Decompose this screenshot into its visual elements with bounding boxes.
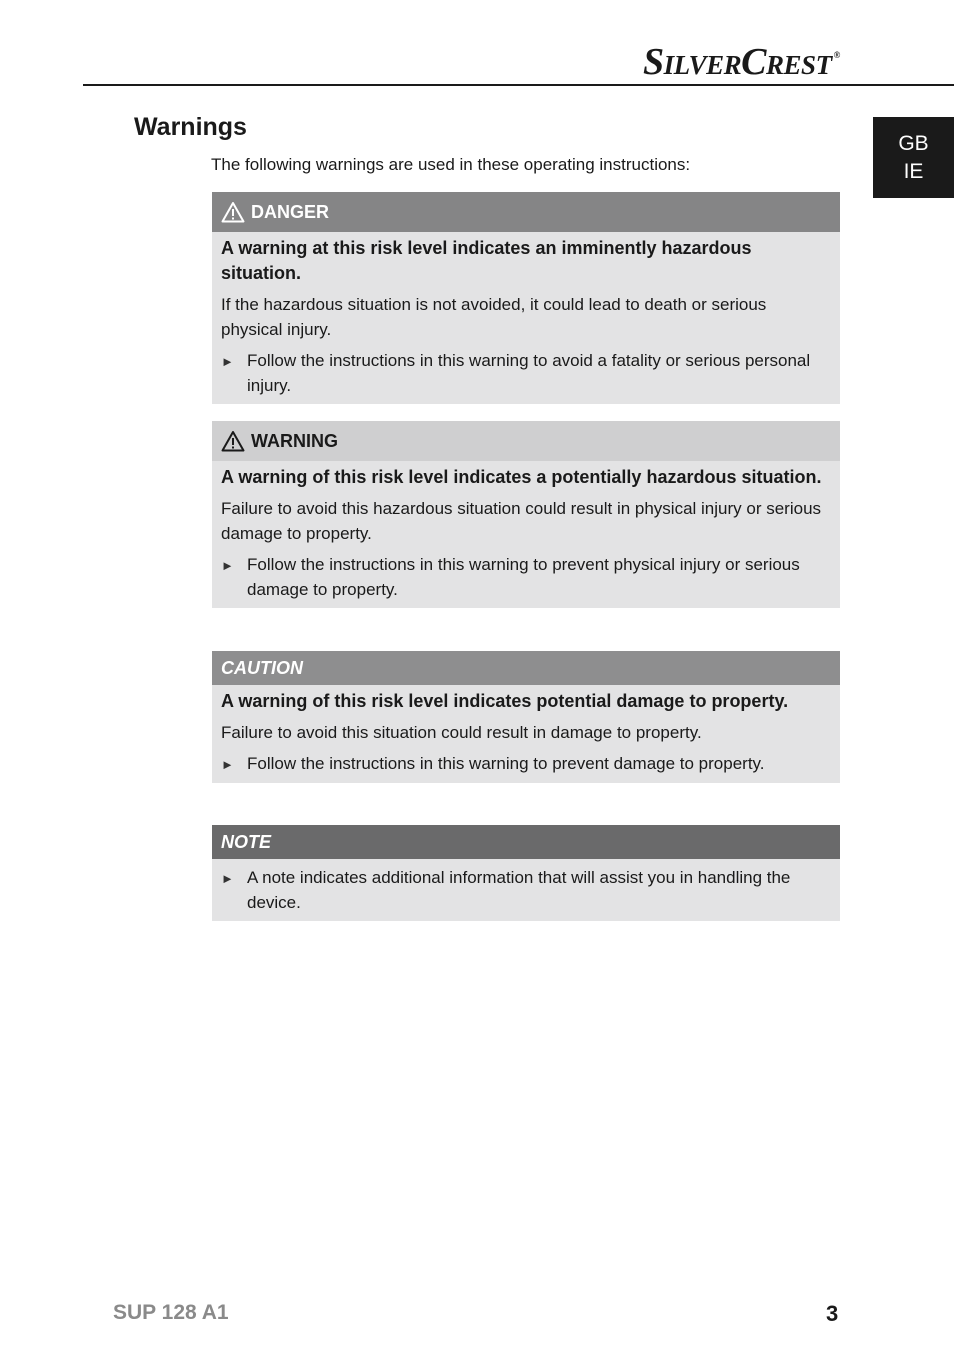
caution-label: CAUTION (221, 657, 303, 678)
caution-text: Failure to avoid this situation could result in damage to property. (221, 723, 702, 742)
section-title: Warnings (134, 113, 247, 141)
language-code-gb: GB (898, 131, 929, 155)
warning-body (212, 461, 840, 608)
caution-bullet-text: Follow the instructions in this warning to prevent damage to property. (247, 754, 765, 773)
danger-body (212, 232, 840, 404)
caution-bullet (221, 751, 831, 777)
danger-bullet-text: Follow the instructions in this warning to avoid a fatality or serious personal injury. (247, 351, 811, 395)
note-header (212, 825, 840, 859)
danger-bullet (221, 348, 831, 398)
warning-triangle-icon (221, 201, 245, 223)
bullet-arrow-icon: ► (221, 757, 234, 772)
caution-lead: A warning of this risk level indicates potential damage to property. (221, 691, 789, 711)
warning-bullet (221, 552, 831, 602)
note-bullet-text: A note indicates additional information that will assist you in handling the device. (247, 868, 791, 912)
warning-header (212, 421, 840, 461)
warning-triangle-icon (221, 430, 245, 452)
caution-box (212, 651, 840, 783)
brand-letters: ILVER (663, 50, 742, 80)
note-label: NOTE (221, 831, 272, 852)
registered-mark: ® (833, 50, 840, 60)
language-tab (873, 117, 954, 198)
footer-model-number: SUP 128 A1 (113, 1301, 229, 1324)
caution-body (212, 685, 840, 783)
brand-letter: C (741, 41, 767, 83)
warning-lead: A warning of this risk level indicates a potentially hazardous situation. (221, 467, 822, 487)
note-bullet (221, 865, 831, 915)
danger-box (212, 192, 840, 404)
note-box (212, 825, 840, 921)
warning-text: Failure to avoid this hazardous situation could result in physical injury or serious damage to property. (221, 499, 822, 543)
caution-header (212, 651, 840, 685)
danger-text: If the hazardous situation is not avoided, it could lead to death or serious physical injury. (221, 295, 767, 339)
brand-letter: S (643, 41, 664, 83)
language-code-ie: IE (903, 159, 924, 183)
bullet-arrow-icon: ► (221, 354, 234, 369)
brand-letters: REST (766, 50, 832, 80)
warning-label: WARNING (251, 430, 338, 451)
bullet-arrow-icon: ► (221, 871, 234, 886)
footer-page-number: 3 (826, 1301, 839, 1326)
note-body (212, 859, 840, 921)
header-rule (83, 84, 954, 86)
section-intro: The following warnings are used in these operating instructions: (211, 155, 691, 174)
danger-lead: A warning at this risk level indicates an imminently hazardous situation. (221, 238, 752, 283)
danger-header (212, 192, 840, 232)
warning-bullet-text: Follow the instructions in this warning to prevent physical injury or serious damage to property. (247, 555, 800, 599)
warning-box (212, 421, 840, 608)
brand-logo (643, 40, 840, 84)
bullet-arrow-icon: ► (221, 558, 234, 573)
danger-label: DANGER (251, 201, 330, 222)
